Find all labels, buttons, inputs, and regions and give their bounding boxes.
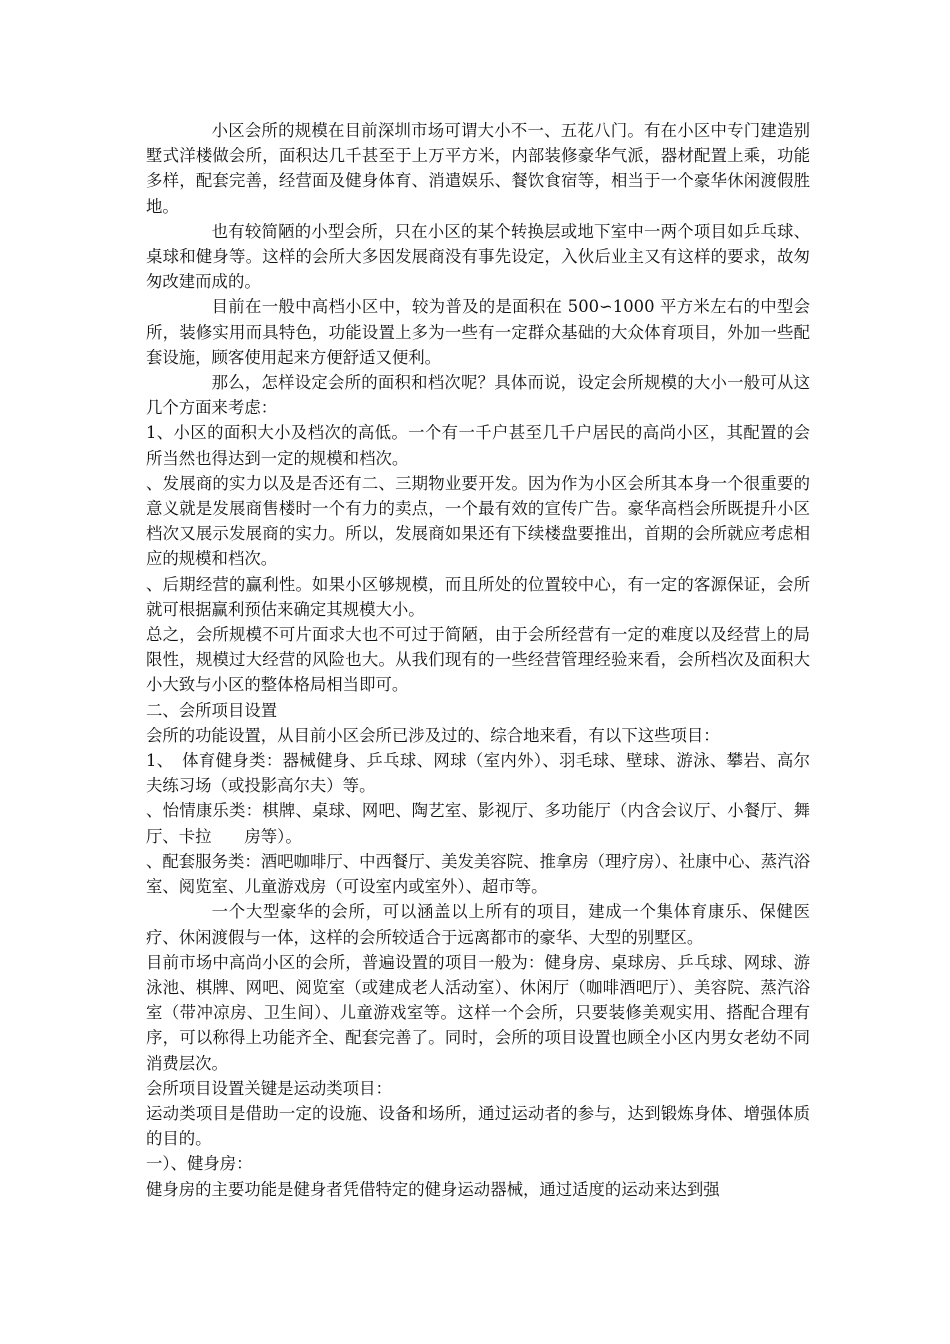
paragraph-large-clubhouse: 一个大型豪华的会所，可以涵盖以上所有的项目，建成一个集体育康乐、保健医疗、休闲渡假与一体，这样的会所较适合于远离都市的豪华、大型的别墅区。 — [146, 902, 810, 947]
paragraph-factor-2: 、发展商的实力以及是否还有二、三期物业要开发。因为作为小区会所其本身一个很重要的意义就是发展商售楼时一个有力的卖点，一个最有效的宣传广告。豪华高档会所既提升小区档次又展示发展商的实力。所以，发展商如果还有下续楼盘要推出，首期的会所就应考虑相应的规模和档次。 — [146, 473, 810, 569]
paragraph-small-clubhouse: 也有较简陋的小型会所，只在小区的某个转换层或地下室中一两个项目如乒乓球、桌球和健身等。这样的会所大多因发展商没有事先设定，入伙后业主又有这样的要求，故匆匆改建而成的。 — [146, 221, 810, 292]
subheading-gym: 一）、健身房： — [146, 1154, 253, 1174]
paragraph-recreation: 、怡情康乐类：棋牌、桌球、网吧、陶艺室、影视厅、多功能厅（内含会议厅、小餐厅、舞厅、卡拉 房等）。 — [146, 801, 810, 846]
paragraph-gym: 健身房的主要功能是健身者凭借特定的健身运动器械，通过适度的运动来达到强 — [146, 1179, 720, 1199]
paragraph-summary: 总之，会所规模不可片面求大也不可过于简陋，由于会所经营有一定的难度以及经营上的局限性，规模过大经营的风险也大。从我们现有的一些经营管理经验来看，会所档次及面积大小大致与小区的整体格局相当即可。 — [146, 625, 810, 695]
paragraph-intro: 小区会所的规模在目前深圳市场可谓大小不一、五花八门。有在小区中专门建造别墅式洋楼做会所，面积达几千甚至于上万平方米，内部装修豪华气派，器材配置上乘，功能多样，配套完善，经营面及健身体育、消遣娱乐、餐饮食宿等，相当于一个豪华休闲渡假胜地。 — [146, 121, 810, 216]
paragraph-function-intro: 会所的功能设置，从目前小区会所已涉及过的、综合地来看，有以下这些项目： — [146, 725, 720, 745]
paragraph-sports: 1、 体育健身类：器械健身、乒乓球、网球（室内外）、羽毛球、壁球、游泳、攀岩、高尔夫练习场（或投影高尔夫）等。 — [146, 751, 810, 796]
paragraph-common-items: 目前市场中高尚小区的会所，普遍设置的项目一般为：健身房、桌球房、乒乓球、网球、游泳池、棋牌、网吧、阅览室（或建成老人活动室）、休闲厅（咖啡酒吧厅）、美容院、蒸汽浴室（带冲凉房、卫生间）、儿童游戏室等。这样一个会所，只要装修美观实用、搭配合理有序，可以称得上功能齐全、配套完善了。同时，会所的项目设置也顾全小区内男女老幼不同消费层次。 — [146, 952, 810, 1073]
paragraph-medium-clubhouse: 目前在一般中高档小区中，较为普及的是面积在 500∽1000 平方米左右的中型会所，装修实用而具特色，功能设置上多为一些有一定群众基础的大众体育项目，外加一些配套设施，顾客使用起来方便舒适又便利。 — [146, 297, 810, 367]
paragraph-services: 、配套服务类：酒吧咖啡厅、中西餐厅、美发美容院、推拿房（理疗房）、社康中心、蒸汽浴室、阅览室、儿童游戏房（可设室内或室外）、超市等。 — [146, 851, 810, 897]
paragraph-sports-definition: 运动类项目是借助一定的设施、设备和场所，通过运动者的参与，达到锻炼身体、增强体质的目的。 — [146, 1103, 810, 1149]
document-body — [146, 118, 810, 1202]
paragraph-factor-1: 1、小区的面积大小及档次的高低。一个有一千户甚至几千户居民的高尚小区，其配置的会所当然也得达到一定的规模和档次。 — [146, 423, 810, 468]
paragraph-question: 那么，怎样设定会所的面积和档次呢？具体而说，设定会所规模的大小一般可从这几个方面来考虑： — [146, 373, 810, 418]
paragraph-key-sports: 会所项目设置关键是运动类项目： — [146, 1078, 392, 1098]
section-heading: 二、会所项目设置 — [146, 700, 278, 720]
paragraph-factor-3: 、后期经营的赢利性。如果小区够规模，而且所处的位置较中心，有一定的客源保证，会所就可根据赢利预估来确定其规模大小。 — [146, 574, 810, 619]
